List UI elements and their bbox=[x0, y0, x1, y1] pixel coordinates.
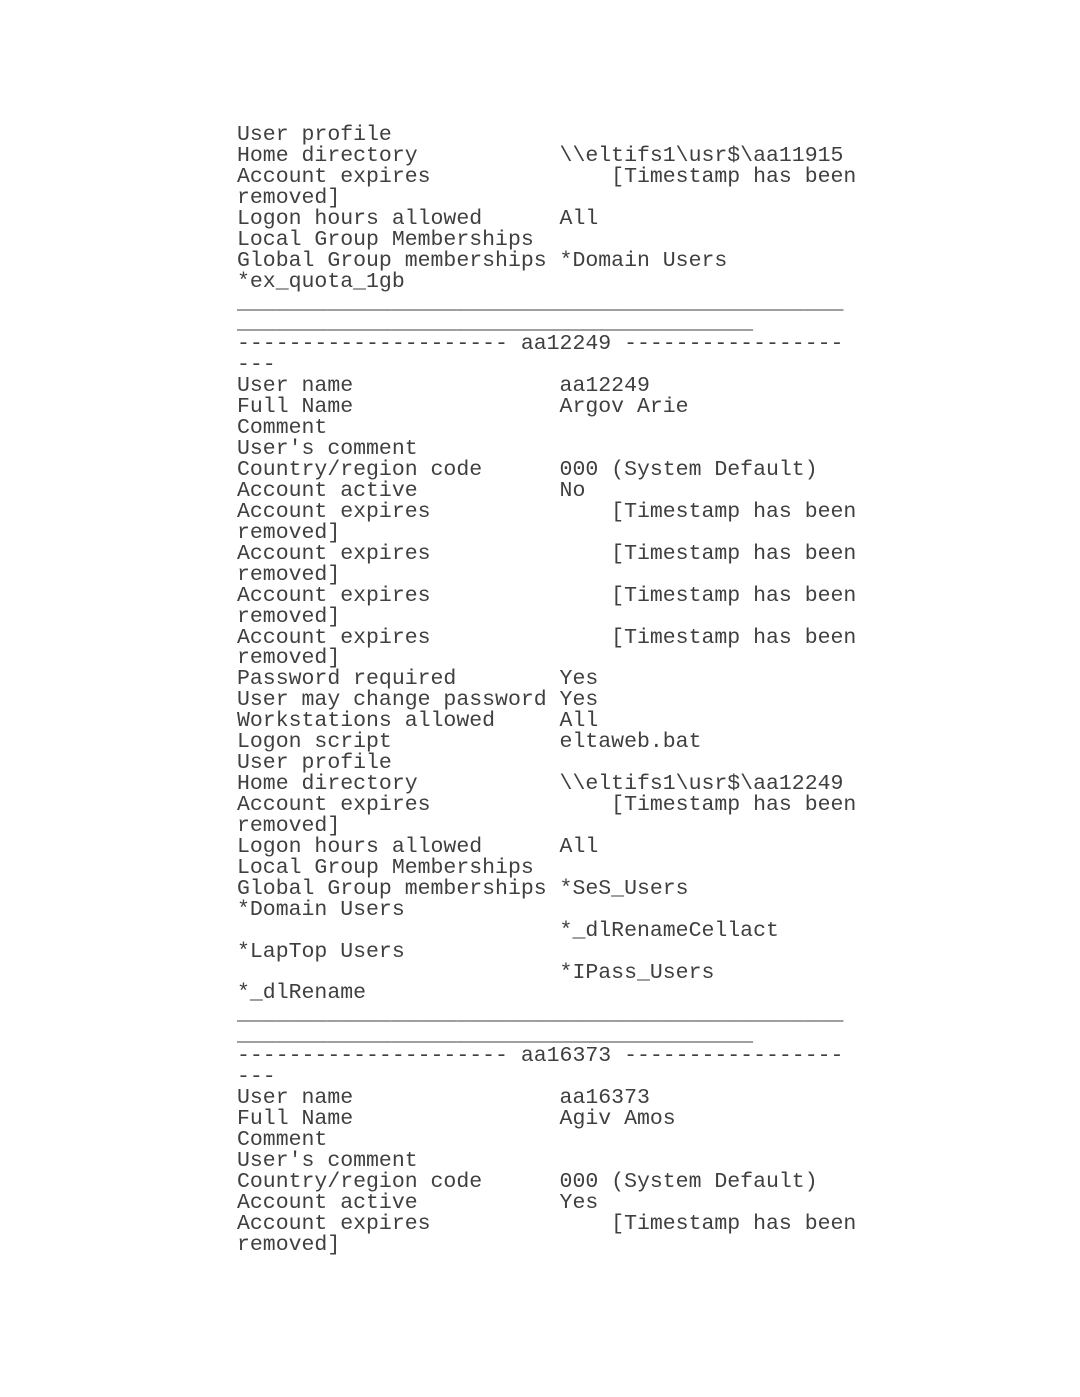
text-line: User's comment bbox=[237, 1148, 418, 1173]
text-line: Comment bbox=[237, 416, 328, 441]
text-line: Account active No bbox=[237, 478, 586, 503]
text-line: Logon hours allowed All bbox=[237, 206, 599, 231]
text-line: _______________________________________________ bbox=[237, 1002, 844, 1027]
text-line: removed] bbox=[237, 813, 341, 838]
text-line: *IPass_Users bbox=[237, 960, 715, 985]
text-line: _______________________________________________ bbox=[237, 290, 844, 315]
text-line: *LapTop Users bbox=[237, 939, 405, 964]
text-line: removed] bbox=[237, 1232, 341, 1257]
text-line: *_dlRename bbox=[237, 981, 367, 1006]
text-line: Account active Yes bbox=[237, 1190, 599, 1215]
text-line: Account expires [Timestamp has been bbox=[237, 1211, 857, 1236]
text-line: --------------------- aa16373 ----------------- bbox=[237, 1044, 844, 1069]
text-line: Full Name Argov Arie bbox=[237, 395, 689, 420]
text-line: Account expires [Timestamp has been bbox=[237, 499, 857, 524]
text-line: Full Name Agiv Amos bbox=[237, 1107, 676, 1132]
text-line: User name aa12249 bbox=[237, 374, 650, 399]
user-account-report-text bbox=[237, 125, 856, 1256]
text-line: Logon script eltaweb.bat bbox=[237, 730, 702, 755]
text-line: User's comment bbox=[237, 437, 418, 462]
text-line: Local Group Memberships bbox=[237, 227, 534, 252]
text-line: Account expires [Timestamp has been bbox=[237, 541, 857, 566]
text-line: Account expires [Timestamp has been bbox=[237, 164, 857, 189]
text-line: Comment bbox=[237, 1128, 328, 1152]
text-line: Home directory \\eltifs1\usr$\aa11915 bbox=[237, 143, 844, 168]
text-line: removed] bbox=[237, 604, 341, 629]
text-line: Password required Yes bbox=[237, 667, 599, 692]
text-line: Country/region code 000 (System Default) bbox=[237, 458, 818, 482]
text-line: ________________________________________ bbox=[237, 1023, 754, 1048]
text-line: *_dlRenameCellact bbox=[237, 918, 779, 943]
text-line: --------------------- aa12249 ----------------- bbox=[237, 332, 844, 357]
text-line: Account expires [Timestamp has been bbox=[237, 793, 857, 817]
text-line: Local Group Memberships bbox=[237, 855, 534, 880]
text-line: Country/region code 000 (System Default) bbox=[237, 1169, 818, 1194]
text-line: Home directory \\eltifs1\usr$\aa12249 bbox=[237, 772, 844, 797]
text-line: User profile bbox=[237, 123, 392, 147]
text-line: --- bbox=[237, 353, 276, 378]
text-line: Account expires [Timestamp has been bbox=[237, 625, 857, 650]
text-line: --- bbox=[237, 1065, 276, 1090]
text-line: Workstations allowed All bbox=[237, 709, 599, 734]
text-line: ________________________________________ bbox=[237, 311, 754, 336]
text-line: User may change password Yes bbox=[237, 688, 599, 713]
text-line: removed] bbox=[237, 562, 341, 587]
text-line: Account expires [Timestamp has been bbox=[237, 583, 857, 608]
text-line: Logon hours allowed All bbox=[237, 834, 599, 859]
text-line: *Domain Users bbox=[237, 897, 405, 922]
text-line: removed] bbox=[237, 185, 341, 210]
text-line: removed] bbox=[237, 646, 341, 671]
text-line: Global Group memberships *SeS_Users bbox=[237, 876, 689, 901]
text-line: removed] bbox=[237, 520, 341, 545]
text-line: User name aa16373 bbox=[237, 1086, 650, 1111]
text-line: User profile bbox=[237, 751, 392, 776]
text-line: *ex_quota_1gb bbox=[237, 269, 405, 294]
text-line: Global Group memberships *Domain Users bbox=[237, 248, 728, 273]
